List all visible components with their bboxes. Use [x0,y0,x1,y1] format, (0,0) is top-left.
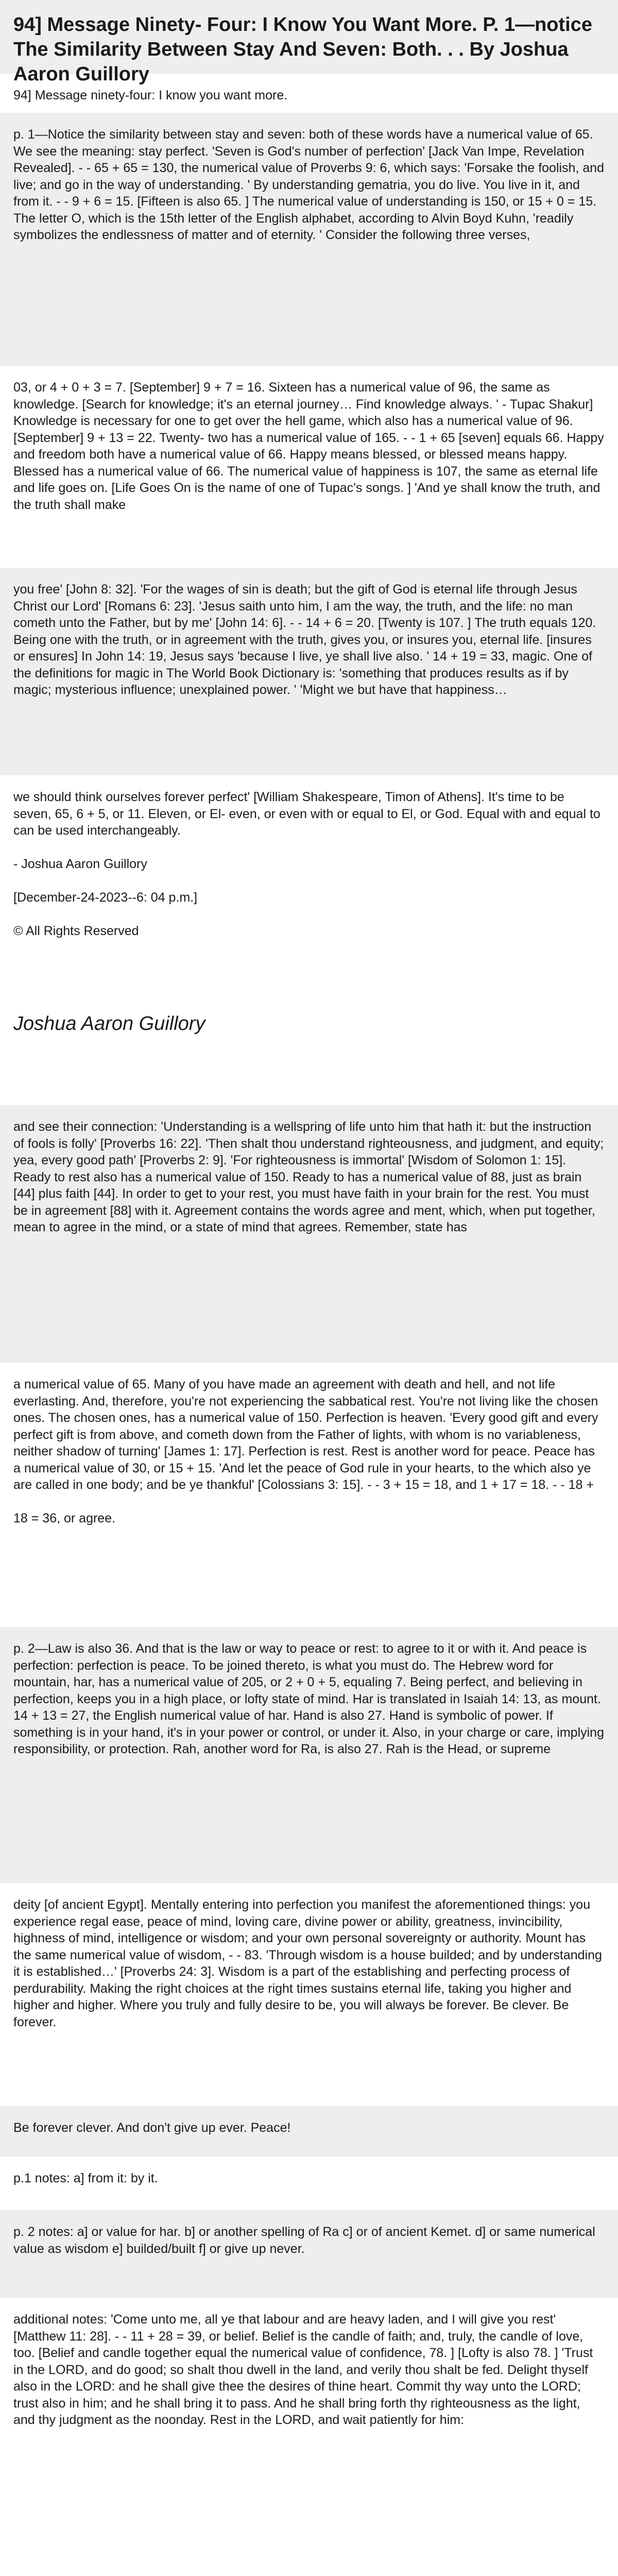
commentary-block-2: a numerical value of 65. Many of you have made an agreement with death and hell, and not life everlasting. And, therefore, you're not experiencing the sabbatical rest. You're not living like the chosen ones. The chosen ones, has a numerical value of 150. Perfection is heaven. 'Every good gift and every perfect gift is from above, and cometh down from the Father of lights, with whom is no variableness, neither shadow of turning' [James 1: 17]. Perfection is rest. Rest is another word for peace. Peace has a numerical value of 30, or 15 + 15. 'And let the peace of God rule in your hearts, to the which also ye are called in one body; and be ye thankful' [Colossians 3: 15]. - - 3 + 15 = 18, and 1 + 17 = 18. - - 18 + 18 = 36, or agree. [0,1363,618,1627]
author-heading: Joshua Aaron Guillory [0,994,618,1105]
poem-block-4: we should think ourselves forever perfect' [William Shakespeare, Timon of Athens]. It's time to be seven, 65, 6 + 5, or 11. Eleven, or El- even, or even with or equal to El, or God. Equal with and equal to can be used interchangeably. - Joshua Aaron Guillory [December-24-2023--6: 04 p.m.] © All Rights Reserved [0,775,618,994]
commentary-block-6: p.1 notes: a] from it: by it. [0,2157,618,2210]
poem-block-2: 03, or 4 + 0 + 3 = 7. [September] 9 + 7 = 16. Sixteen has a numerical value of 96, the same as knowledge. [Search for knowledge; it's an eternal journey… Find knowledge always. ' - Tupac Shakur] Knowledge is necessary for one to get over the hell game, which also has a numerical value of 96. [September] 9 + 13 = 22. Twenty- two has a numerical value of 165. - - 1 + 65 [seven] equals 66. Happy and freedom both have a numerical value of 66. Happy means blessed, or blessed means happy. Blessed has a numerical value of 66. The numerical value of happiness is 107, the same as eternal life and life goes on. [Life Goes On is the name of one of Tupac's songs. ] 'And ye shall know the truth, and the truth shall make [0,366,618,568]
poem-block-3: you free' [John 8: 32]. 'For the wages of sin is death; but the gift of God is eternal life through Jesus Christ our Lord' [Romans 6: 23]. 'Jesus saith unto him, I am the way, the truth, and the life: no man cometh unto the Father, but by me' [John 14: 6]. - - 14 + 6 = 20. [Twenty is 107. ] The truth equals 120. Being one with the truth, or in agreement with the truth, gives you, or insures you, eternal life. [insures or ensures] In John 14: 19, Jesus says 'because I live, ye shall live also. ' 14 + 19 = 33, magic. One of the definitions for magic in The World Book Dictionary is: 'something that produces results as if by magic; mysterious influence; unexplained power. ' 'Might we but have that happiness… [0,568,618,775]
commentary-block-8: additional notes: 'Come unto me, all ye that labour and are heavy laden, and I will give you rest' [Matthew 11: 28]. - - 11 + 28 = 39, or belief. Belief is the candle of faith; and, truly, the candle of love, too. [Belief and candle together equal the numerical value of confidence, 78. ] [Lofty is also 78. ] 'Trust in the LORD, and do good; so shalt thou dwell in the land, and verily thou shalt be fed. Delight thyself also in the LORD: and he shall give thee the desires of thine heart. Commit thy way unto the LORD; trust also in him; and he shall bring it to pass. And he shall bring forth thy righteousness as the light, and thy judgment as the noonday. Rest in the LORD, and wait patiently for him: [0,2298,618,2576]
commentary-block-1: and see their connection: 'Understanding is a wellspring of life unto him that hath it: but the instruction of fools is folly' [Proverbs 16: 22]. 'Then shalt thou understand righteousness, and judgment, and equity; yea, every good path' [Proverbs 2: 9]. 'For righteousness is immortal' [Wisdom of Solomon 1: 15]. Ready to rest also has a numerical value of 150. Ready to has a numerical value of 88, just as brain [44] plus faith [44]. In order to get to your rest, you must have faith in your brain for the rest. You must be in agreement [88] with it. Agreement contains the words agree and ment, which, when put together, mean to agree in the mind, or a state of mind that agrees. Remember, state has [0,1105,618,1363]
poem-block-1: p. 1—Notice the similarity between stay and seven: both of these words have a numerical value of 65. We see the meaning: stay perfect. 'Seven is God's number of perfection' [Jack Van Impe, Revelation Revealed]. - - 65 + 65 = 130, the numerical value of Proverbs 9: 6, which says: 'Forsake the foolish, and live; and go in the way of understanding. ' By understanding gematria, you do live. You live in it, and from it. - - 9 + 6 = 15. [Fifteen is also 65. ] The numerical value of understanding is 150, or 15 + 0 = 15. The letter O, which is the 15th letter of the English alphabet, according to Alvin Boyd Kuhn, 'readily symbolizes the endlessness of matter and of eternity. ' Consider the following three verses, [0,113,618,366]
commentary-block-4: deity [of ancient Egypt]. Mentally entering into perfection you manifest the aforementioned things: you experience regal ease, peace of mind, loving care, divine power or ability, greatness, invincibility, highness of mind, intelligence or wisdom; and your own personal sovereignty or authority. Mount has the same numerical value of wisdom, - - 83. 'Through wisdom is a house builded; and by understanding it is established…' [Proverbs 24: 3]. Wisdom is a part of the establishing and perfecting process of perdurability. Making the right choices at the right times sustains eternal life, taking you higher and higher and higher. Where you truly and fully desire to be, you will always be forever. Be clever. Be forever. [0,1883,618,2106]
message-title: 94] Message Ninety- Four: I Know You Want More. P. 1—notice The Similarity Between Stay And Seven: Both. . . By Joshua Aaron Guillory [0,0,618,74]
commentary-block-7: p. 2 notes: a] or value for har. b] or another spelling of Ra c] or of ancient Kemet. d] or same numerical value as wisdom e] builded/built f] or give up never. [0,2210,618,2298]
commentary-block-3: p. 2—Law is also 36. And that is the law or way to peace or rest: to agree to it or with it. And peace is perfection: perfection is peace. To be joined thereto, is what you must do. The Hebrew word for mountain, har, has a numerical value of 205, or 2 + 0 + 5, equaling 7. Being perfect, and believing in perfection, keeps you in a high place, or lofty state of mind. Har is translated in Isaiah 14: 13, as mount. 14 + 13 = 27, the English numerical value of har. Hand is also 27. Hand is symbolic of power. If something is in your hand, it's in your power or control, or under it. Also, in your charge or care, implying responsibility, or protection. Rah, another word for Ra, is also 27. Rah is the Head, or supreme [0,1627,618,1883]
message-subtitle: 94] Message ninety-four: I know you want more. [0,74,618,113]
commentary-block-5: Be forever clever. And don't give up ever. Peace! [0,2106,618,2157]
